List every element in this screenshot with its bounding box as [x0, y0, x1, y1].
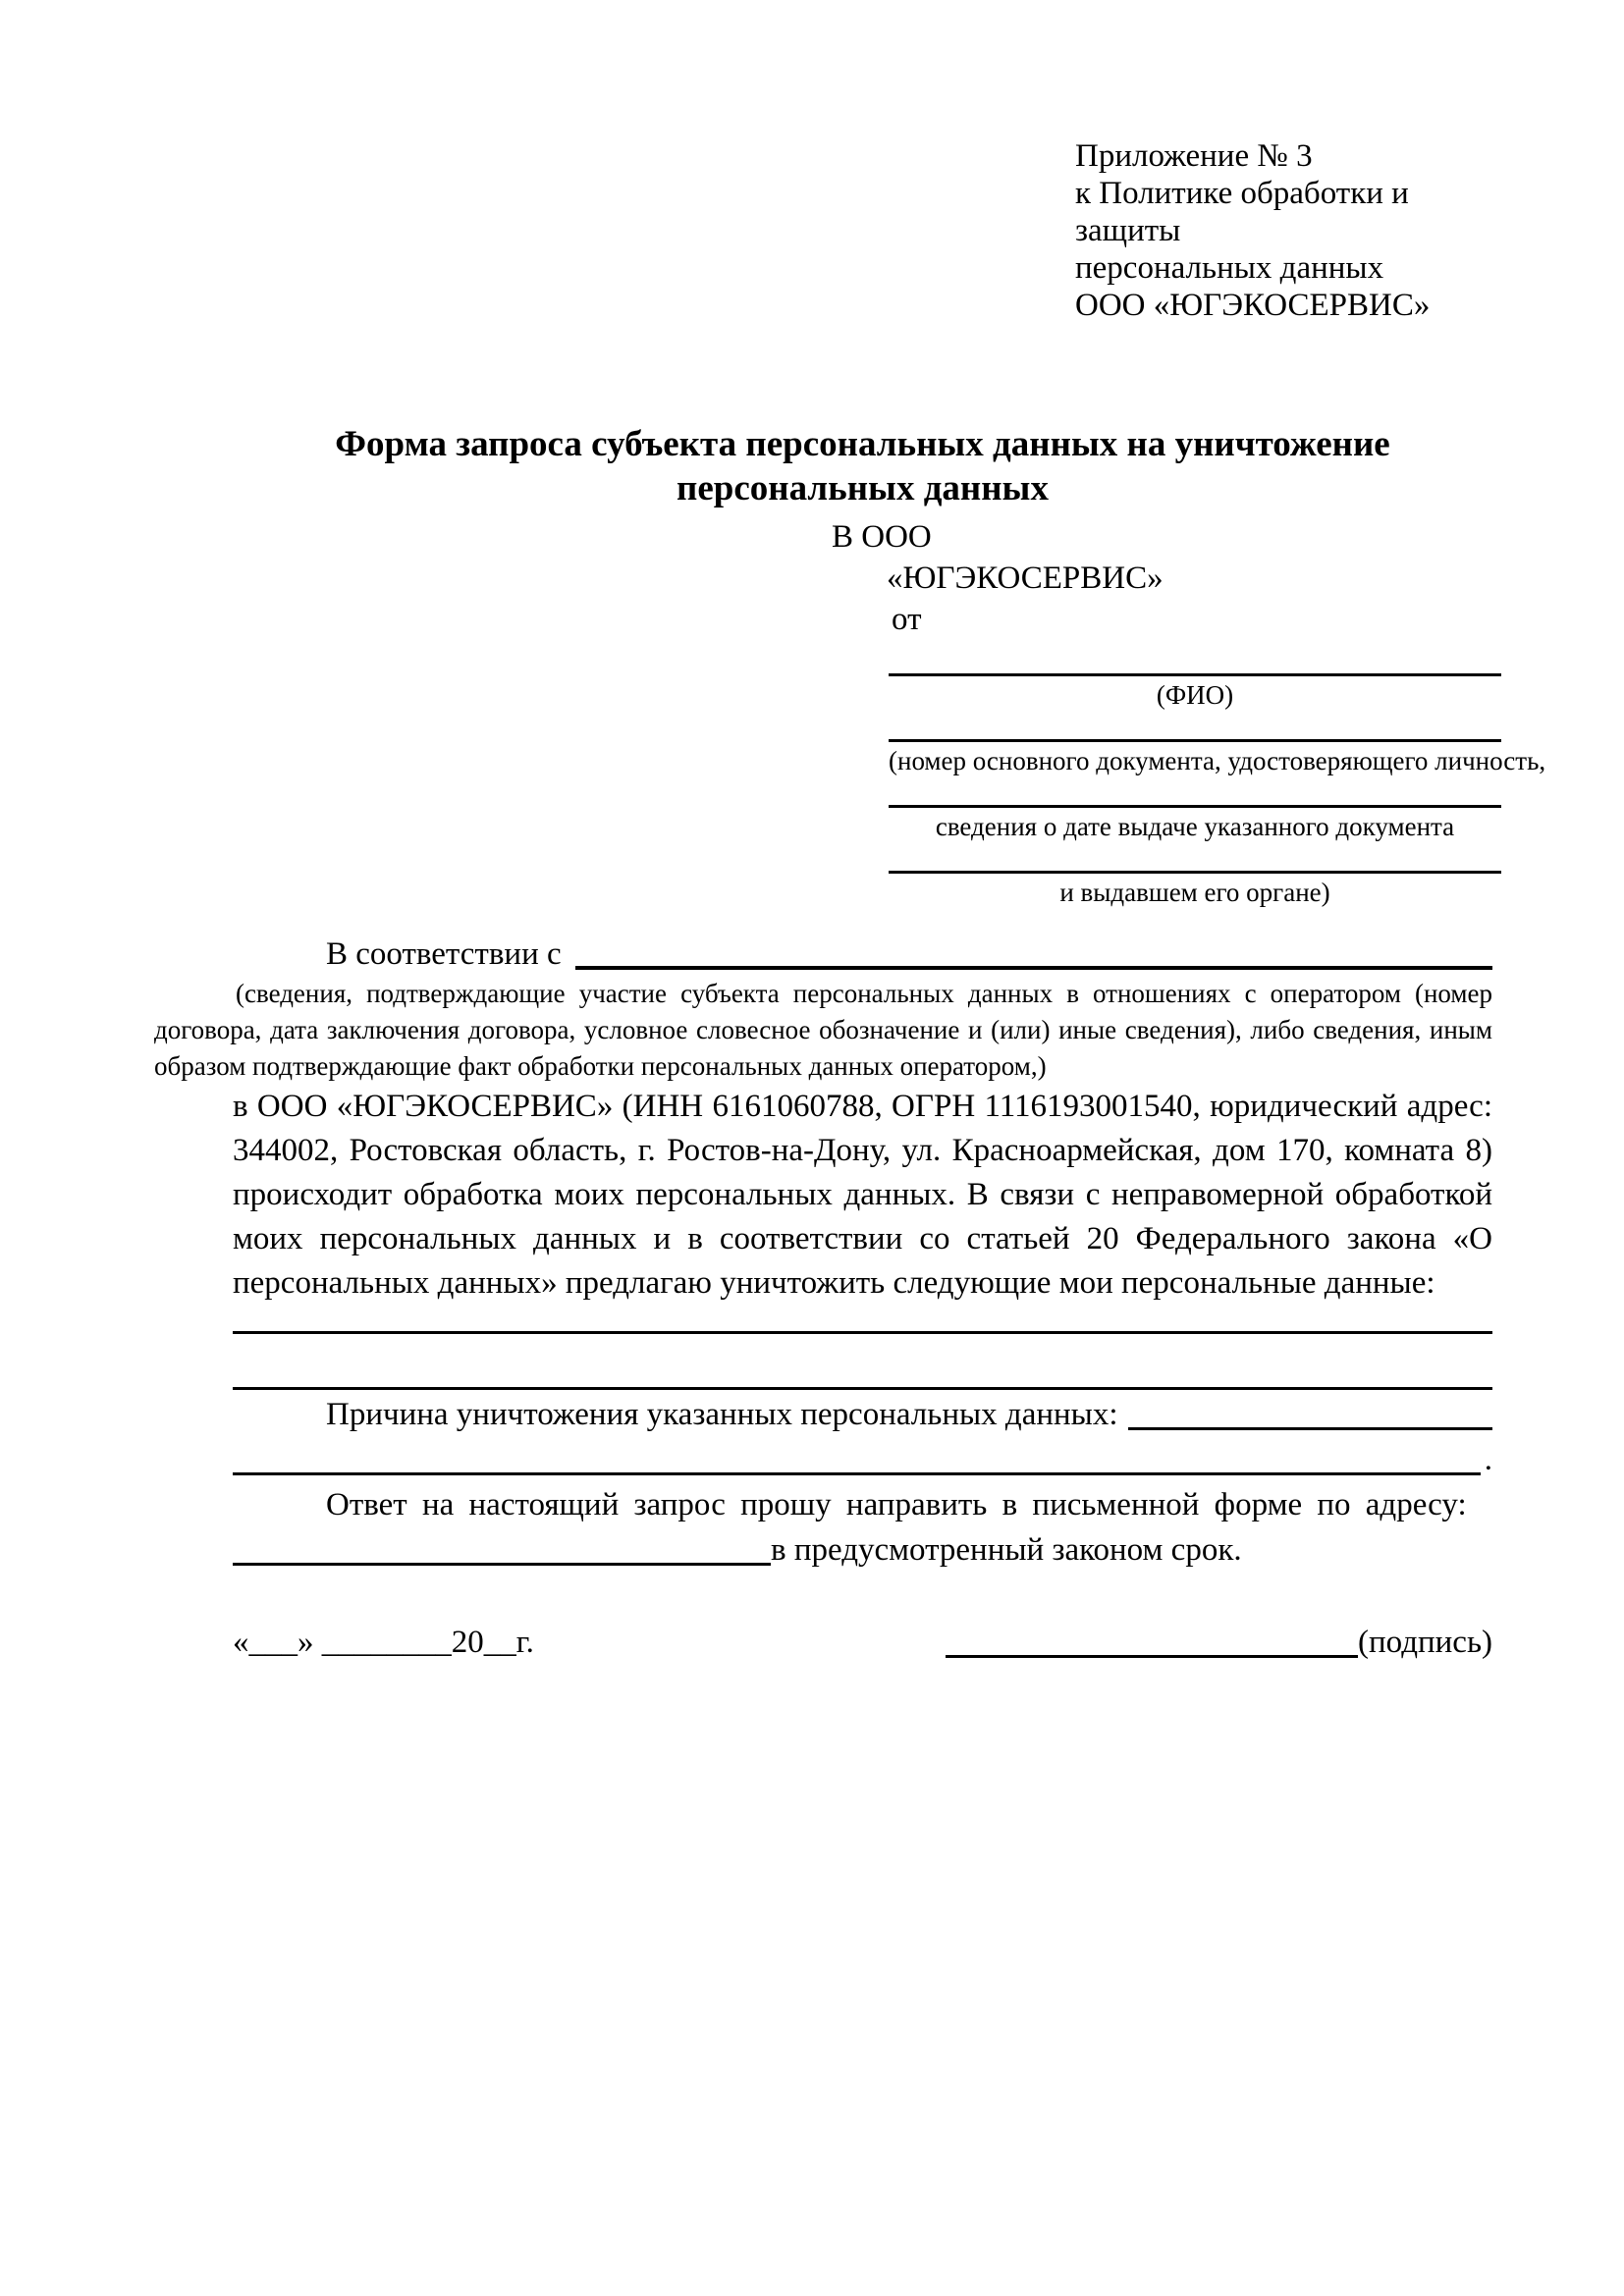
addressee-from-label: от — [892, 602, 922, 637]
signature-block — [946, 1620, 1492, 1665]
issuing-authority-field — [889, 867, 1501, 907]
main-paragraph: в ООО «ЮГЭКОСЕРВИС» (ИНН 6161060788, ОГРН 1116193001540, юридический адрес: 344002, Ростовская область, г. Ростов-на-Дону, ул. Красноармейская, дом 170, комната 8) происходит обработка моих персональных данных. В связи с неправомерной обработкой моих персональных данных и в соответствии со статьей 20 Федерального закона «О персональных данных» предлагаю уничтожить следующие мои персональные данные: — [233, 1089, 1492, 1301]
accordance-label: В соответствии с — [326, 936, 562, 972]
document-title-line-2: персональных данных — [677, 468, 1049, 508]
response-sentence: Ответ на настоящий запрос прошу направить в письменной форме по адресу: — [326, 1487, 1467, 1522]
appendix-line-1: Приложение № 3 — [1075, 138, 1313, 174]
date-line[interactable]: «___» ________20__г. — [233, 1625, 534, 1660]
response-address-row — [233, 1527, 1492, 1573]
document-title-line-1: Форма запроса субъекта персональных данных на уничтожение — [335, 424, 1390, 464]
document-title — [233, 422, 1492, 510]
accordance-note: (сведения, подтверждающие участие субъекта персональных данных в отношениях с оператором (номер договора, дата заключения договора, условное словесное обозначение и (или) иные сведения), либо сведения, иным образом подтверждающие факт обработки персональных данных оператором,) — [154, 979, 1492, 1081]
issue-date-field — [889, 801, 1501, 841]
response-tail: в предусмотренный законом срок. — [771, 1532, 1242, 1568]
issue-date-caption: сведения о дате выдаче указанного документа — [935, 812, 1455, 841]
reason-row — [233, 1392, 1492, 1437]
addressee-org-line-2: «ЮГЭКОСЕРВИС» — [887, 561, 1164, 596]
reason-label: Причина уничтожения указанных персональных данных: — [326, 1397, 1118, 1432]
accordance-blank-line[interactable] — [575, 966, 1492, 970]
appendix-line-3: персональных данных — [1075, 250, 1384, 286]
addressee-org-line-1: В ООО — [832, 519, 932, 555]
issue-date-blank-line[interactable] — [889, 801, 1501, 808]
personal-data-blank-line-1[interactable] — [233, 1306, 1492, 1334]
reason-continuation-row — [233, 1437, 1492, 1482]
accordance-row — [233, 933, 1492, 976]
reason-blank-line[interactable] — [1128, 1427, 1492, 1430]
document-number-field — [889, 735, 1546, 775]
signature-blank-line[interactable] — [946, 1655, 1358, 1658]
appendix-header — [1075, 137, 1492, 324]
signature-caption: (подпись) — [1358, 1625, 1492, 1660]
appendix-line-2: к Политике обработки и защиты — [1075, 176, 1409, 248]
issuing-authority-blank-line[interactable] — [889, 867, 1501, 874]
appendix-line-4: ООО «ЮГЭКОСЕРВИС» — [1075, 288, 1431, 323]
fio-field — [889, 669, 1501, 710]
issuing-authority-caption: и выдавшем его органе) — [1059, 878, 1330, 907]
reason-blank-line-2[interactable] — [233, 1472, 1481, 1475]
document-number-caption: (номер основного документа, удостоверяющего личность, — [889, 746, 1546, 775]
addressee-fields — [889, 669, 1546, 907]
footer-row — [233, 1620, 1492, 1665]
document-number-blank-line[interactable] — [889, 735, 1501, 742]
fio-caption: (ФИО) — [1156, 680, 1234, 710]
reason-period: . — [1484, 1442, 1492, 1477]
address-blank-line[interactable] — [233, 1563, 771, 1566]
fio-blank-line[interactable] — [889, 669, 1501, 676]
personal-data-blank-line-2[interactable] — [233, 1334, 1492, 1390]
